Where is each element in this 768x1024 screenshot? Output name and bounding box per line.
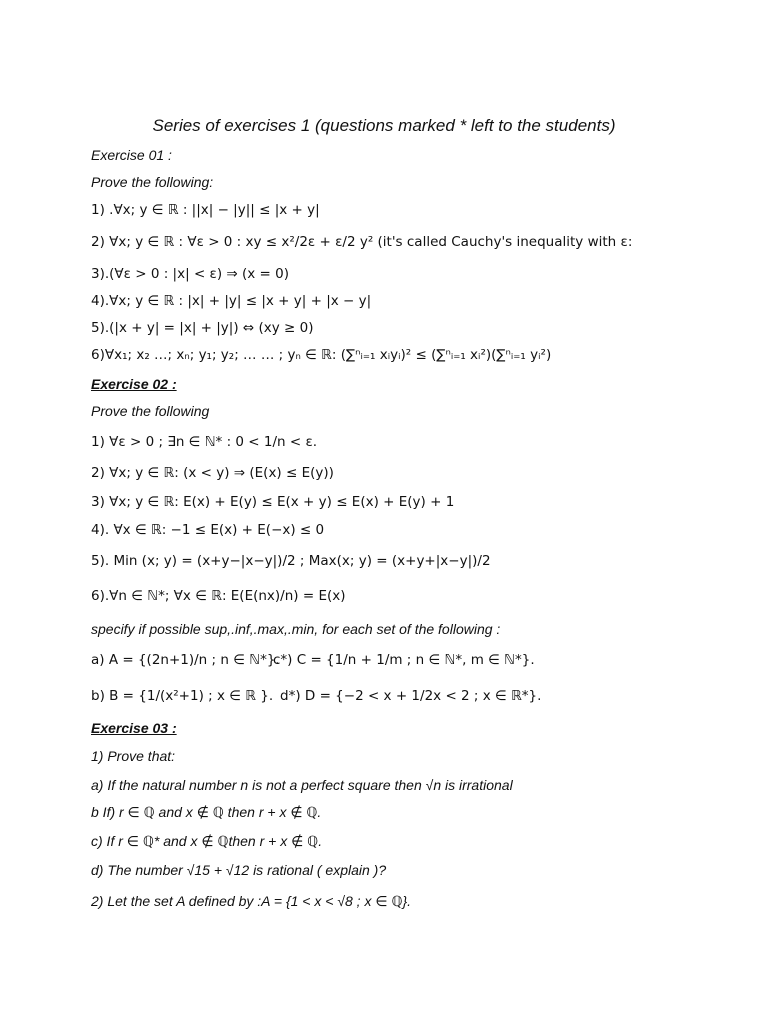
exercise-03-item-b: b If) r ∈ ℚ and x ∉ ℚ then r + x ∉ ℚ.: [91, 804, 322, 820]
set-c: c*) C = {1/n + 1/m ; n ∈ ℕ*, m ∈ ℕ*}.: [273, 652, 535, 668]
exercise-03-part-1: 1) Prove that:: [91, 748, 176, 764]
exercise-02-item-2: 2) ∀x; y ∈ ℝ: (x < y) ⇒ (E(x) ≤ E(y)): [91, 465, 334, 481]
exercise-01-intro: Prove the following:: [91, 174, 214, 190]
exercise-01-item-2: 2) ∀x; y ∈ ℝ : ∀ε > 0 : xy ≤ x²/2ε + ε/2 y² (it's called Cauchy's inequality with ε:: [91, 234, 633, 250]
exercise-01-item-3: 3).(∀ε > 0 : |x| < ε) ⇒ (x = 0): [91, 266, 290, 282]
exercise-01-item-1: 1) .∀x; y ∈ ℝ : ||x| − |y|| ≤ |x + y|: [91, 202, 320, 218]
exercise-02-item-3: 3) ∀x; y ∈ ℝ: E(x) + E(y) ≤ E(x + y) ≤ E(x) + E(y) + 1: [91, 494, 455, 510]
exercise-02-item-5: 5). Min (x; y) = (x+y−|x−y|)/2 ; Max(x; y) = (x+y+|x−y|)/2: [91, 553, 491, 569]
exercise-02-item-4: 4). ∀x ∈ ℝ: −1 ≤ E(x) + E(−x) ≤ 0: [91, 522, 325, 538]
exercise-03-item-c: c) If r ∈ ℚ* and x ∉ ℚthen r + x ∉ ℚ.: [91, 833, 323, 849]
exercise-02-item-6: 6).∀n ∈ ℕ*; ∀x ∈ ℝ: E(E(nx)/n) = E(x): [91, 588, 346, 604]
set-d: d*) D = {−2 < x + 1/2x < 2 ; x ∈ ℝ*}.: [280, 688, 542, 704]
exercise-03-part-2: 2) Let the set A defined by :A = {1 < x < √8 ; x ∈ ℚ}.: [91, 893, 412, 909]
exercise-01-item-4: 4).∀x; y ∈ ℝ : |x| + |y| ≤ |x + y| + |x − y|: [91, 293, 372, 309]
exercise-01-item-6: 6)∀x₁; x₂ …; xₙ; y₁; y₂; … … ; yₙ ∈ ℝ: (∑ⁿᵢ₌₁ xᵢyᵢ)² ≤ (∑ⁿᵢ₌₁ xᵢ²)(∑ⁿᵢ₌₁ yᵢ²): [91, 347, 552, 363]
exercise-02-item-1: 1) ∀ε > 0 ; ∃n ∈ ℕ* : 0 < 1/n < ε.: [91, 434, 318, 450]
page-title: Series of exercises 1 (questions marked * left to the students): [152, 116, 616, 135]
set-a: a) A = {(2n+1)/n ; n ∈ ℕ*}.: [91, 652, 280, 668]
exercise-03-item-d: d) The number √15 + √12 is rational ( explain )?: [91, 862, 387, 878]
set-b: b) B = {1/(x²+1) ; x ∈ ℝ }.: [91, 688, 274, 704]
exercise-01-item-5: 5).(|x + y| = |x| + |y|) ⇔ (xy ≥ 0): [91, 320, 314, 336]
exercise-03-item-a: a) If the natural number n is not a perfect square then √n is irrational: [91, 777, 513, 793]
exercise-02-sets-intro: specify if possible sup,.inf,.max,.min, for each set of the following :: [91, 621, 501, 637]
exercise-03-heading: Exercise 03 :: [91, 720, 177, 736]
exercise-01-heading: Exercise 01 :: [91, 147, 172, 163]
exercise-02-heading: Exercise 02 :: [91, 376, 177, 392]
exercise-02-intro: Prove the following: [91, 403, 210, 419]
